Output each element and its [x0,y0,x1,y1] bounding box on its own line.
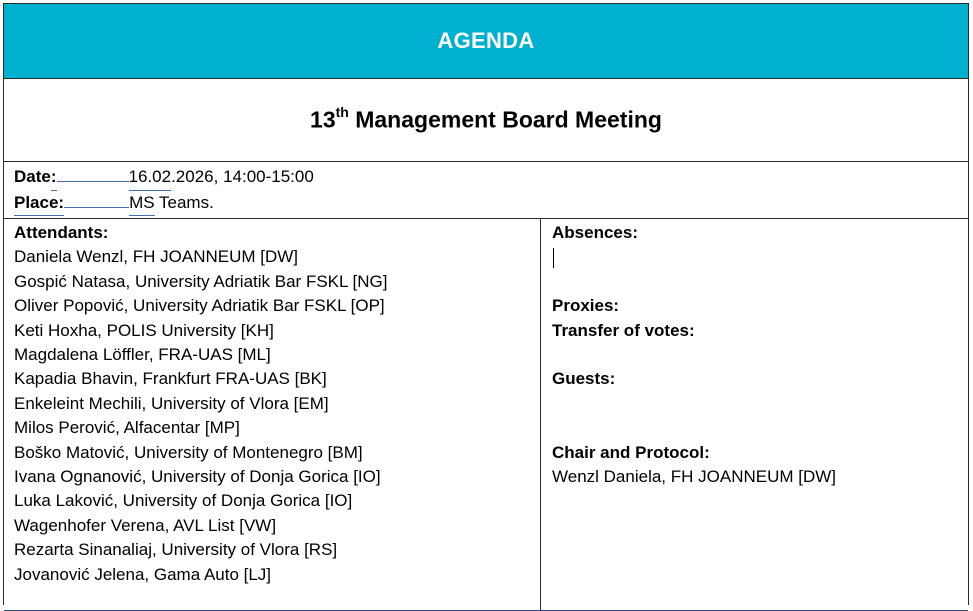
attendant-item: Oliver Popović, University Adriatik Bar FSKL [OP] [14,296,385,316]
chair-protocol-heading: Chair and Protocol: [552,442,710,462]
date-label: Date: [14,165,57,191]
spacer [552,270,957,294]
attendant-item: Ivana Ognanović, University of Donja Gorica [IO] [14,467,381,487]
attendants-heading: Attendants: [14,223,109,242]
date-line [14,165,958,191]
attendant-item: Gospić Natasa, University Adriatik Bar FSKL [NG] [14,271,388,291]
date-value-underlined: 16.02 [129,165,172,191]
attendant-item: Daniela Wenzl, FH JOANNEUM [DW] [14,247,299,267]
spacer [552,392,957,416]
transfer-of-votes-heading: Transfer of votes: [552,320,695,340]
place-value-underlined: MS [129,191,155,217]
participants-columns [4,219,968,611]
attendants-column [4,219,541,610]
attendant-item: Magdalena Löffler, FRA-UAS [ML] [14,345,271,365]
meeting-title [310,106,662,134]
place-label: Place: [14,191,64,217]
chair-protocol-value: Wenzl Daniela, FH JOANNEUM [DW] [552,467,837,486]
date-value-rest: .2026, 14:00-15:00 [171,167,314,186]
meeting-ordinal-suffix: th [335,104,349,121]
attendant-item: Milos Perović, Alfacentar [MP] [14,418,240,438]
attendant-item: Rezarta Sinanaliaj, University of Vlora [RS] [14,540,338,560]
place-line [14,191,958,217]
guests-heading: Guests: [552,369,616,389]
meeting-ordinal: 13 [310,106,336,133]
agenda-document [3,3,969,605]
meeting-meta [4,162,968,219]
meeting-title-row [4,78,968,162]
spacer [552,343,957,367]
place-tab-gap [64,191,129,208]
absences-value[interactable] [552,245,957,269]
text-cursor [553,248,554,268]
attendant-item: Keti Hoxha, POLIS University [KH] [14,320,274,340]
date-tab-gap [57,165,129,182]
other-participants-column[interactable] [541,219,968,610]
agenda-title: AGENDA [437,28,535,53]
date-colon: : [51,165,57,191]
attendant-item: Boško Matović, University of Montenegro [BM] [14,442,363,462]
proxies-heading: Proxies: [552,296,620,316]
place-value-rest: Teams. [154,192,214,212]
absences-heading: Absences: [552,223,638,242]
attendant-item: Jovanović Jelena, Gama Auto [LJ] [14,564,272,584]
meeting-title-text: Management Board Meeting [355,106,662,133]
attendant-item: Luka Laković, University of Donja Gorica [IO] [14,491,353,511]
attendant-item: Enkeleint Mechili, University of Vlora [EM] [14,393,329,413]
agenda-header-bar [4,4,968,78]
spacer [552,416,957,440]
attendants-list [14,245,530,587]
attendant-item: Wagenhofer Verena, AVL List [VW] [14,515,277,535]
attendant-item: Kapadia Bhavin, Frankfurt FRA-UAS [BK] [14,369,327,389]
